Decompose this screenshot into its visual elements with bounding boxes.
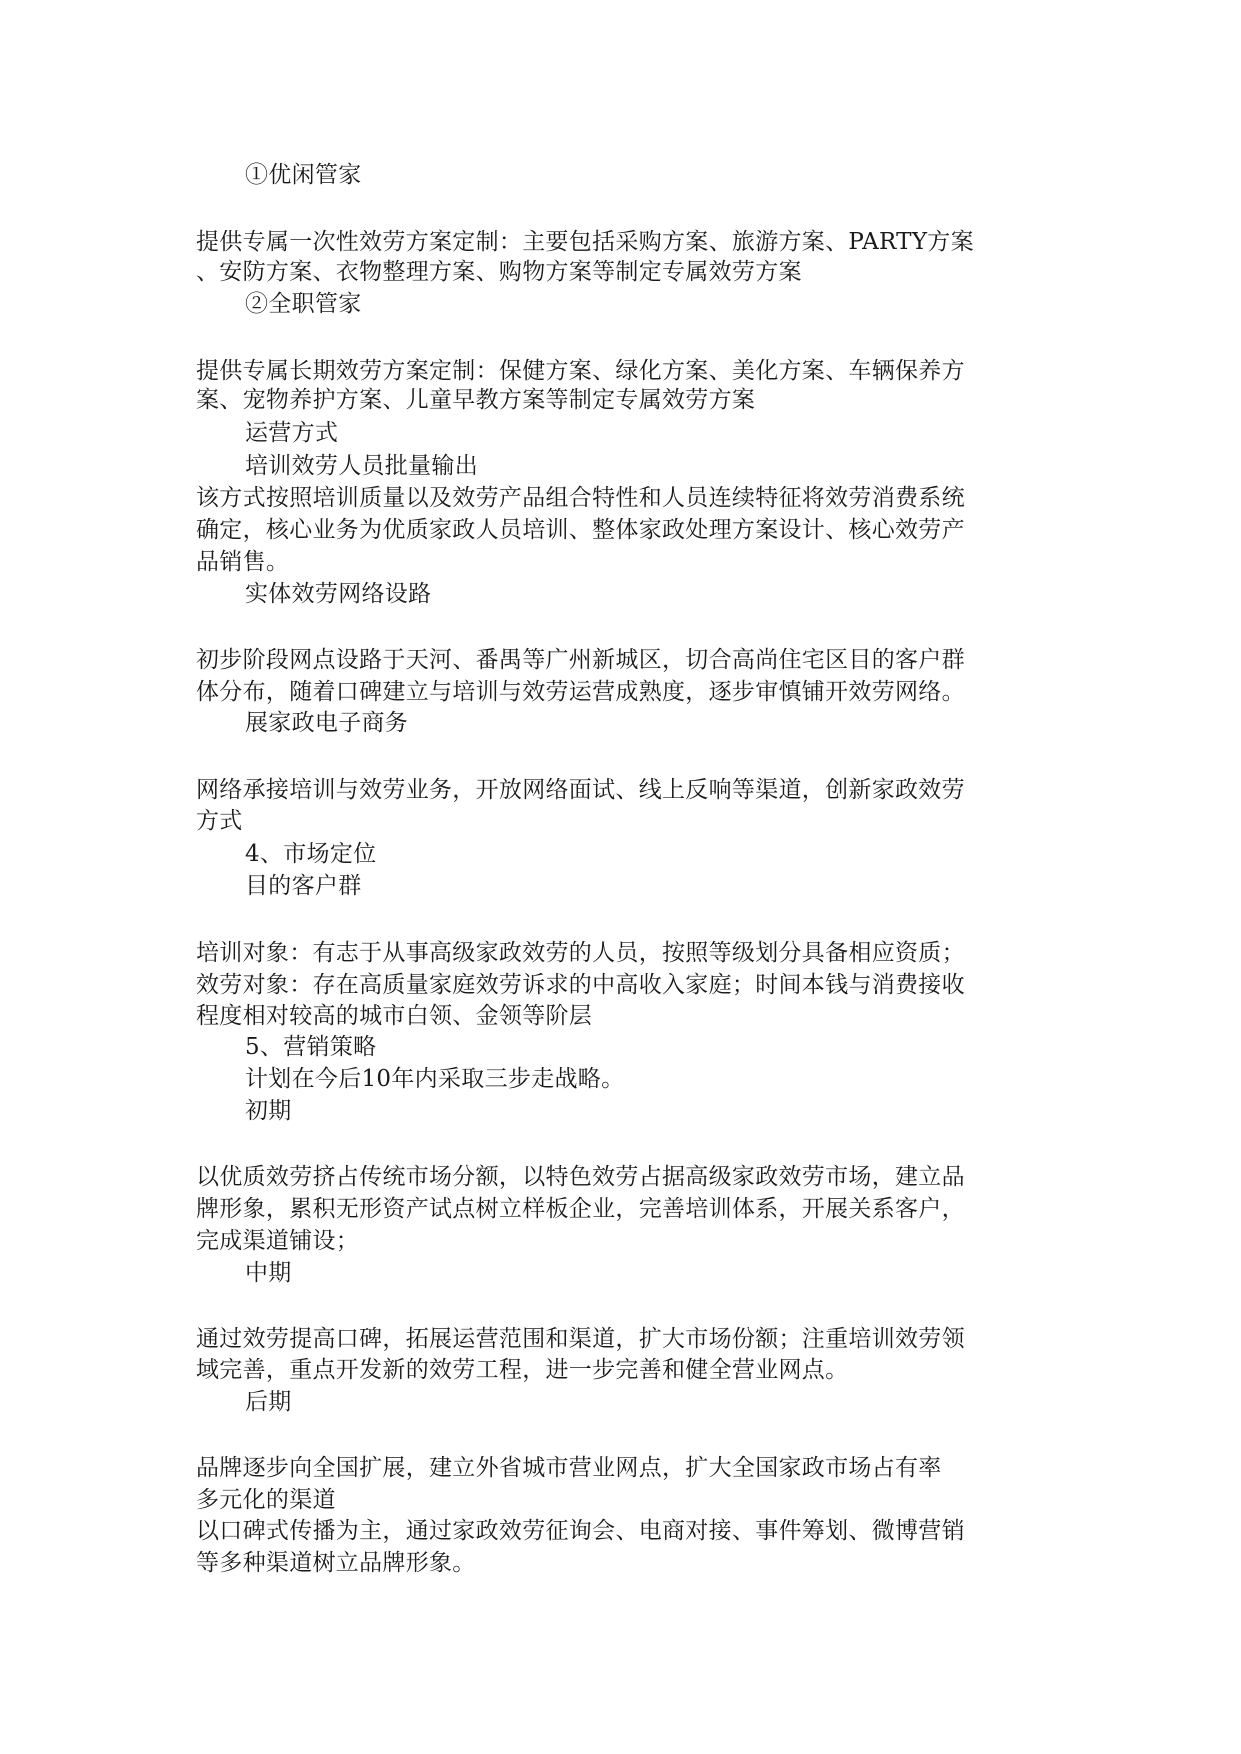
heading-marketing-strategy: 5、营销策略 (245, 1034, 377, 1060)
paragraph-line: 以口碑式传播为主，通过家政效劳征询会、电商对接、事件筹划、微博营销 (196, 1518, 965, 1544)
paragraph-line: 培训对象：有志于从事高级家政效劳的人员，按照等级划分具备相应资质； (196, 940, 965, 966)
subheading-mid-stage: 中期 (245, 1260, 292, 1286)
heading-operation-mode: 运营方式 (245, 420, 339, 446)
subheading-early-stage: 初期 (245, 1098, 292, 1124)
paragraph-line: 以优质效劳挤占传统市场分额，以特色效劳占据高级家政效劳市场，建立品 (196, 1164, 965, 1190)
paragraph-line: 该方式按照培训质量以及效劳产品组合特性和人员连续特征将效劳消费系统 (196, 485, 965, 511)
paragraph-line: 完成渠道铺设； (196, 1228, 360, 1254)
paragraph-line: 提供专属一次性效劳方案定制：主要包括采购方案、旅游方案、PARTY方案 (196, 229, 974, 255)
subheading-full-time-butler: ②全职管家 (245, 291, 362, 317)
subheading-physical-network: 实体效劳网络设路 (245, 581, 432, 607)
paragraph-line: 品销售。 (196, 549, 290, 575)
paragraph-line: 初步阶段网点设路于天河、番禺等广州新城区，切合高尚住宅区目的客户群 (196, 647, 965, 673)
paragraph-line: 计划在今后10年内采取三步走战略。 (245, 1066, 625, 1092)
paragraph-line: 方式 (196, 808, 243, 834)
subheading-leisure-butler: ①优闲管家 (245, 162, 362, 188)
paragraph-line: 案、宠物养护方案、儿童早教方案等制定专属效劳方案 (196, 387, 756, 413)
paragraph-line: 通过效劳提高口碑，拓展运营范围和渠道，扩大市场份额；注重培训效劳领 (196, 1326, 965, 1352)
paragraph-line: 体分布，随着口碑建立与培训与效劳运营成熟度，逐步审慎铺开效劳网络。 (196, 679, 965, 705)
subheading-training-output: 培训效劳人员批量输出 (245, 453, 478, 479)
paragraph-line: 确定，核心业务为优质家政人员培训、整体家政处理方案设计、核心效劳产 (196, 517, 965, 543)
paragraph-line: 域完善，重点开发新的效劳工程，进一步完善和健全营业网点。 (196, 1357, 849, 1383)
subheading-target-customers: 目的客户群 (245, 873, 362, 899)
subheading-ecommerce: 展家政电子商务 (245, 710, 409, 736)
paragraph-line: 程度相对较高的城市白领、金领等阶层 (196, 1003, 593, 1029)
heading-market-positioning: 4、市场定位 (245, 841, 377, 867)
subheading-diversified-channels: 多元化的渠道 (196, 1487, 336, 1513)
paragraph-line: 等多种渠道树立品牌形象。 (196, 1550, 476, 1576)
subheading-late-stage: 后期 (245, 1389, 292, 1415)
paragraph-line: 牌形象，累积无形资产试点树立样板企业，完善培训体系，开展关系客户， (196, 1196, 965, 1222)
paragraph-line: 、安防方案、衣物整理方案、购物方案等制定专属效劳方案 (196, 259, 802, 285)
paragraph-line: 提供专属长期效劳方案定制：保健方案、绿化方案、美化方案、车辆保养方 (196, 358, 965, 384)
paragraph-line: 网络承接培训与效劳业务，开放网络面试、线上反响等渠道，创新家政效劳 (196, 777, 965, 803)
paragraph-line: 品牌逐步向全国扩展，建立外省城市营业网点，扩大全国家政市场占有率 (196, 1455, 942, 1481)
paragraph-line: 效劳对象：存在高质量家庭效劳诉求的中高收入家庭；时间本钱与消费接收 (196, 972, 965, 998)
